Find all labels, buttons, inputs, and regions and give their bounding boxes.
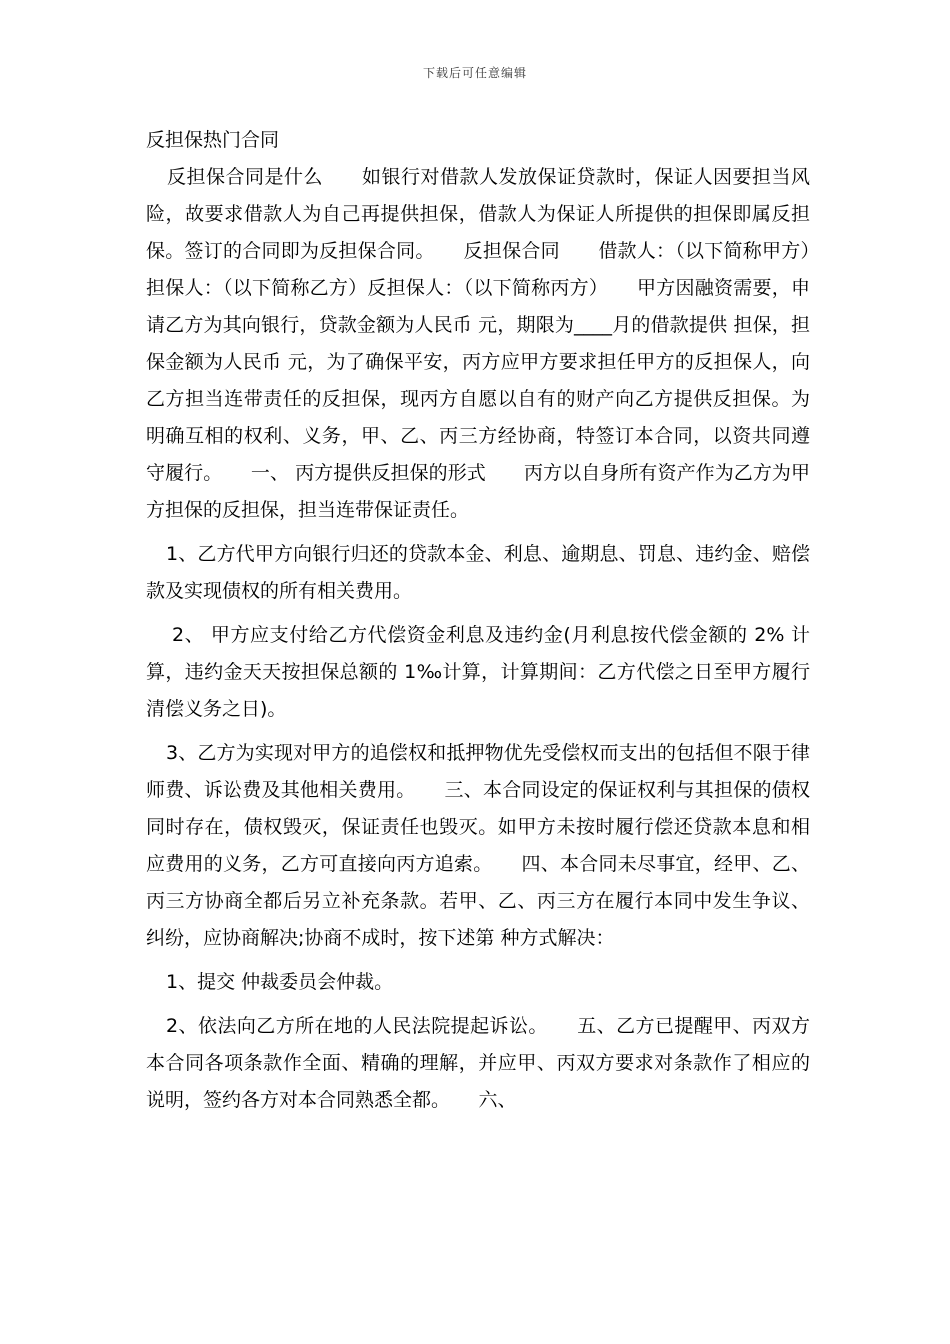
paragraph-item-1: 1、乙方代甲方向银行归还的贷款本金、利息、逾期息、罚息、违约金、赔偿款及实现债权的所有相关费用。 [146, 543, 810, 602]
paragraph-option-2: 2、依法向乙方所在地的人民法院提起诉讼。 五、乙方已提醒甲、丙双方本合同各项条款作全面、精确的理解，并应甲、丙双方要求对条款作了相应的说明，签约各方对本合同熟悉全都。 六、 [146, 1015, 810, 1111]
header-note: 下载后可任意编辑 [422, 66, 527, 80]
paragraph-item-3: 3、乙方为实现对甲方的追偿权和抵押物优先受偿权而支出的包括但不限于律师费、诉讼费及其他相关费用。 三、本合同设定的保证权利与其担保的债权同时存在，债权毁灭，保证责任也毁灭。如甲方未按时履行偿还贷款本息和相应费用的义务，乙方可直接向丙方追索。 四、本合同未尽事宜，经甲、乙、丙三方协商全都后另立补充条款。若甲、乙、丙三方在履行本同中发生争议、纠纷，应协商解决;协商不成时，按下述第 种方式解决： [146, 742, 810, 949]
paragraph-item-2: 2、 甲方应支付给乙方代偿资金利息及违约金(月利息按代偿金额的 2% 计算，违约金天天按担保总额的 1‰计算，计算期间：乙方代偿之日至甲方履行清偿义务之日)。 [146, 624, 810, 720]
document-body [146, 122, 849, 1119]
paragraph-option-1: 1、提交 仲裁委员会仲裁。 [166, 971, 394, 993]
paragraph-intro: 反担保合同是什么 如银行对借款人发放保证贷款时，保证人因要担当风险，故要求借款人为自己再提供担保，借款人为保证人所提供的担保即属反担保。签订的合同即为反担保合同。 反担保合同 借款人：（以下简称甲方） 担保人：（以下简称乙方）反担保人：（以下简称丙方） 甲方因融资需要，申请乙方为其向银行，贷款金额为人民币 元，期限为____月的借款提供 担保，担保金额为人民币 元，为了确保平安，丙方应甲方要求担任甲方的反担保人，向乙方担当连带责任的反担保，现丙方自愿以自有的财产向乙方提供反担保。为明确互相的权利、义务，甲、乙、丙三方经协商，特签订本合同，以资共同遵守履行。 一、 丙方提供反担保的形式 丙方以自身所有资产作为乙方为甲方担保的反担保，担当连带保证责任。 [146, 166, 849, 521]
document-title: 反担保热门合同 [146, 129, 280, 151]
